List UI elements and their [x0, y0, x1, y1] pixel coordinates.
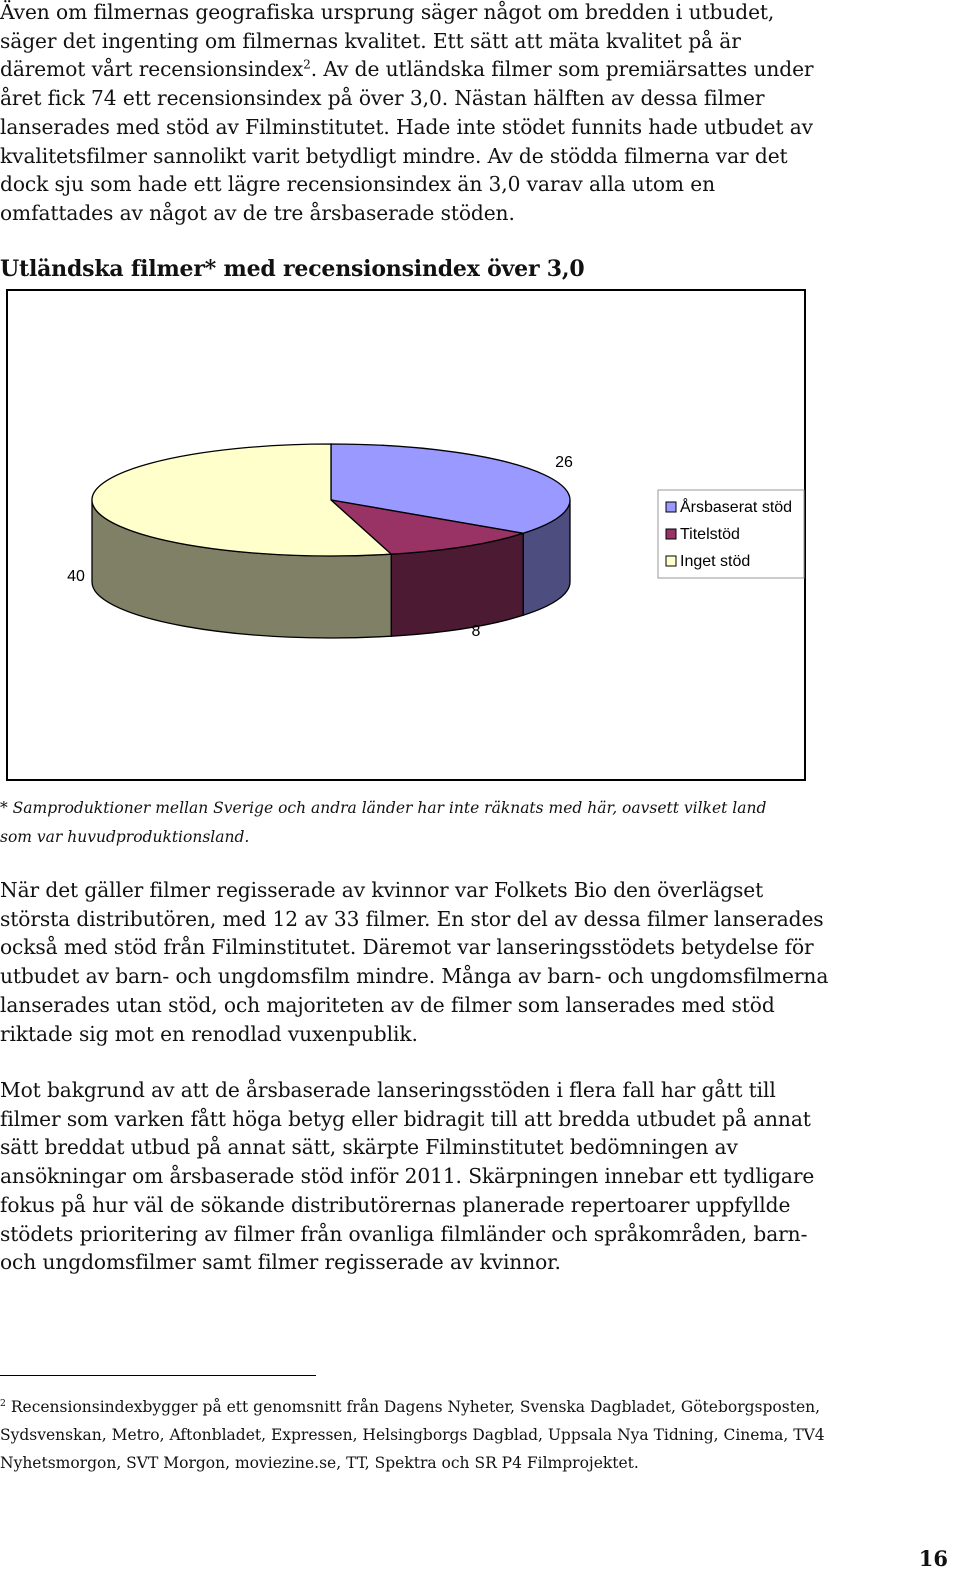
- paragraph-text: . Av de utländska filmer som premiärsattes under året fick 74 ett recensionsindex på över 3,0. Nästan hälften av dessa filmer lanserades med stöd av Filminstitutet. Hade inte stödet funnits hade utbudet av kvalitetsfilmer sannolikt varit betydligt mindre. Av de stödda filmerna var det dock sju som hade ett lägre recensionsindex än 3,0 varav alla utom en omfattades av något av de tre årsbaserade stöden.: [0, 57, 814, 225]
- legend-label: Inget stöd: [680, 553, 751, 570]
- data-label: 26: [555, 454, 573, 471]
- chart-footnote: * Samproduktioner mellan Sverige och andra länder har inte räknats med här, oavsett vilket land som var huvudproduktionsland.: [0, 799, 767, 846]
- footnote-reference[interactable]: 2: [303, 57, 311, 72]
- pie-chart: [6, 289, 806, 781]
- data-label: 8: [471, 623, 481, 640]
- footnote-marker: 2: [0, 1397, 6, 1409]
- paragraph-text: Även om filmernas geografiska ursprung säger något om bredden i utbudet, säger det ingenting om filmernas kvalitet. Ett sätt att mäta kvalitet på är däremot vårt recensionsindex: [0, 0, 775, 82]
- legend-label: Titelstöd: [680, 526, 740, 543]
- body-paragraph: Mot bakgrund av att de årsbaserade lanseringsstöden i flera fall har gått till filmer som varken fått höga betyg eller bidragit till att bredda utbudet på annat sätt breddat utbud på annat sätt, skärpte Filminstitutet bedömningen av ansökningar om årsbaserade stöd inför 2011. Skärpningen innebar ett tydligare fokus på hur väl de sökande distributörernas planerade repertoarer uppfyllde stödets prioritering av filmer från ovanliga filmländer och språkområden, barn- och ungdomsfilmer samt filmer regisserade av kvinnor.: [0, 1078, 815, 1275]
- legend-label: Årsbaserat stöd: [680, 499, 793, 516]
- footnote-divider: [0, 1375, 316, 1376]
- body-paragraph: [0, 0, 830, 228]
- footnote: [0, 1393, 830, 1477]
- footnote-text: Recensionsindexbygger på ett genomsnitt från Dagens Nyheter, Svenska Dagbladet, Göteborgsposten, Sydsvenskan, Metro, Aftonbladet, Expressen, Helsingborgs Dagblad, Uppsala Nya Tidning, Cinema, TV4 Nyhetsmorgon, SVT Morgon, moviezine.se, TT, Spektra och SR P4 Filmprojektet.: [0, 1398, 825, 1472]
- body-paragraph: När det gäller filmer regisserade av kvinnor var Folkets Bio den överlägset största distributören, med 12 av 33 filmer. En stor del av dessa filmer lanserades också med stöd från Filminstitutet. Däremot var lanseringsstödets betydelse för utbudet av barn- och ungdomsfilm mindre. Många av barn- och ungdomsfilmerna lanserades utan stöd, och majoriteten av de filmer som lanserades med stöd riktade sig mot en renodlad vuxenpublik.: [0, 878, 829, 1046]
- data-label: 40: [67, 568, 85, 585]
- page-number: 16: [918, 1546, 948, 1571]
- legend-swatch: [666, 556, 676, 566]
- legend-swatch: [666, 529, 676, 539]
- chart-title: Utländska filmer* med recensionsindex över 3,0: [0, 256, 585, 282]
- legend-swatch: [666, 502, 676, 512]
- pie-chart-canvas: [8, 291, 808, 783]
- chart-legend: [658, 490, 804, 578]
